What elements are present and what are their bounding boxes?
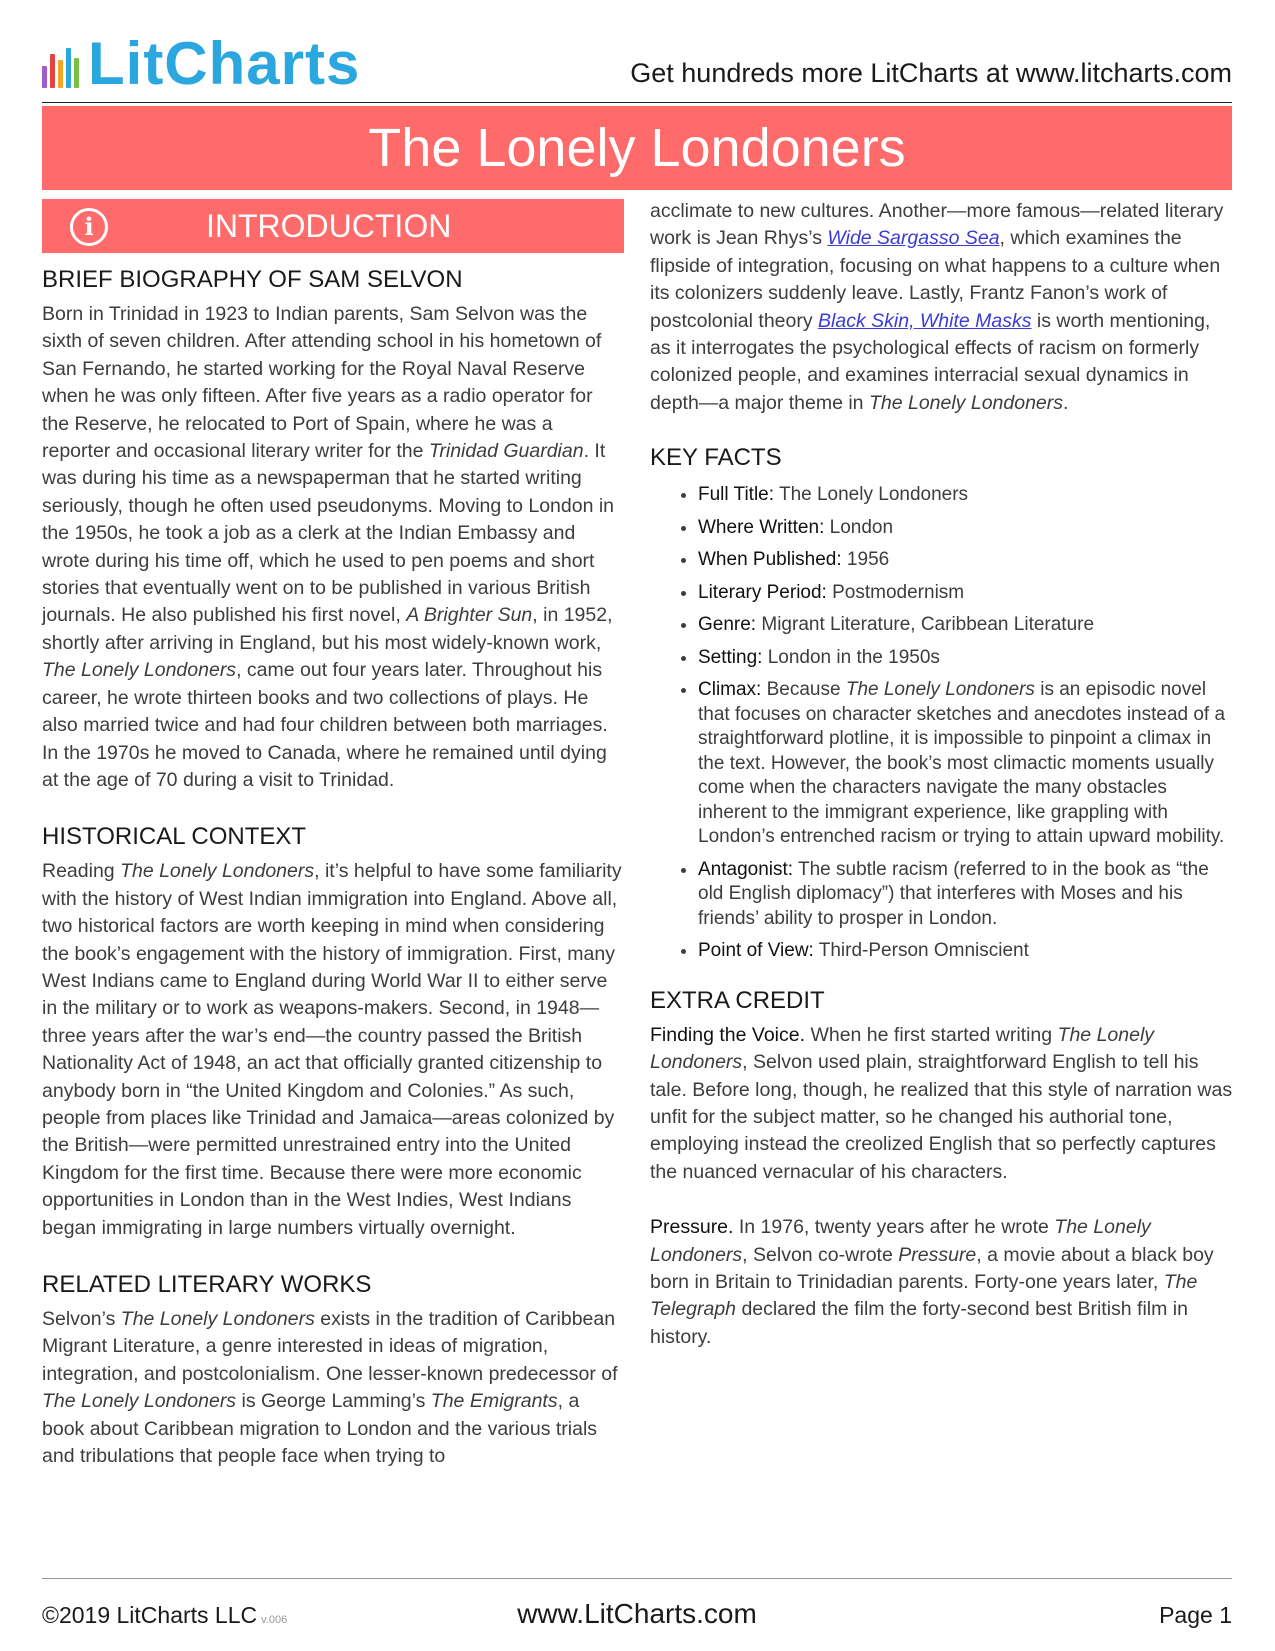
historical-context-heading: HISTORICAL CONTEXT [42,823,307,851]
info-icon: i [70,208,108,246]
key-facts-heading: KEY FACTS [650,444,782,472]
header-tagline[interactable]: Get hundreds more LitCharts at www.litcharts.com [630,58,1232,88]
fact-full-title: • Full Title: The Lonely Londoners [698,483,1235,508]
black-skin-white-masks-link[interactable]: Black Skin, White Masks [818,309,1032,332]
right-column [650,198,1235,1351]
bio-paragraph: Born in Trinidad in 1923 to Indian parents, Sam Selvon was the sixth of seven children. After attending school in his hometown of San Fernando, he started working for the Royal Naval Reserve when he was only fifteen. After five years as a radio operator for the Reserve, he relocated to Port of Spain, where he was a reporter and occasional literary writer for the Trinidad Guardian. It was during his time as a newspaperman that he started writing seriously, though he often used pseudonyms. Moving to London in the 1950s, he took a job as a clerk at the Indian Embassy and wrote during his time off, which he used to pen poems and short stories that eventually went on to be published in various British journals. He also published his first novel, A Brighter Sun, in 1952, shortly after arriving in England, but his most widely-known work, The Lonely Londoners, came out four years later. Throughout his career, he wrote thirteen books and two collections of plays. He also married twice and had four children between both marriages. In the 1970s he moved to Canada, where he remained until dying at the age of 70 during a visit to Trinidad. [42,303,615,791]
header-divider [42,102,1232,103]
fact-genre: • Genre: Migrant Literature, Caribbean Literature [698,613,1235,638]
historical-context-paragraph: Reading The Lonely Londoners, it’s helpful to have some familiarity with the history of West Indian immigration into England. Above all, two historical factors are worth keeping in mind when considering the book’s engagement with the history of immigration. First, many West Indians came to England during World War II to either serve in the military or to work as weapons-makers. Second, in 1948—three years after the war’s end—the country passed the British Nationality Act of 1948, an act that officially granted citizenship to anybody born in “the United Kingdom and Colonies.” As such, people from places like Trinidad and Jamaica—areas colonized by the British—were permitted unrestrained entry into the United Kingdom for the first time. Because there were more economic opportunities in London than in the West Indies, West Indians began immigrating in large numbers virtually overnight. [42,860,622,1239]
litcharts-logo[interactable] [42,30,361,97]
key-facts-list [650,483,1235,964]
fact-where-written: • Where Written: London [698,516,1235,541]
footer-site-link[interactable]: www.LitCharts.com [517,1598,757,1629]
wide-sargasso-sea-link[interactable]: Wide Sargasso Sea [827,227,1000,250]
related-works-paragraph: Selvon’s The Lonely Londoners exists in the tradition of Caribbean Migrant Literature, a genre interested in ideas of migration, integration, and postcolonialism. One lesser-known predecessor of The Lonely Londoners is George Lamming’s The Emigrants, a book about Caribbean migration to London and the various trials and tribulations that people face when trying to [42,1308,618,1468]
footer-divider [42,1578,1232,1579]
extra-credit-pressure: Pressure. In 1976, twenty years after he wrote The Lonely Londoners, Selvon co-wrote Pressure, a movie about a black boy born in Britain to Trinidadian parents. Forty-one years later, The Telegraph declared the film the forty-second best British film in history. [650,1216,1214,1348]
introduction-banner [42,199,624,253]
fact-point-of-view: • Point of View: Third-Person Omniscient [698,939,1235,964]
fact-antagonist: • Antagonist: The subtle racism (referred to in the book as “the old English diplomacy”) that interferes with Moses and his friends’ ability to prosper in London. [698,858,1235,932]
introduction-heading: INTRODUCTION [206,208,452,244]
fact-climax: • Climax: Because The Lonely Londoners is an episodic novel that focuses on character sketches and anecdotes instead of a straightforward plotline, it is impossible to pinpoint a climax in the text. However, the book’s most climactic moments usually come when the characters navigate the many obstacles inherent to the immigrant experience, like grappling with London’s entrenched racism or trying to attain upward mobility. [698,678,1235,850]
extra-credit-voice: Finding the Voice. When he first started writing The Lonely Londoners, Selvon used plain, straightforward English to tell his tale. Before long, though, he realized that this style of narration was unfit for the subject matter, so he changed his authorial tone, employing instead the creolized English that so perfectly captures the nuanced vernacular of his characters. [650,1023,1233,1183]
logo-bars-icon [42,36,82,94]
document-title: The Lonely Londoners [42,106,1232,190]
page-footer [42,1598,1232,1638]
fact-literary-period: • Literary Period: Postmodernism [698,581,1235,606]
bio-heading: BRIEF BIOGRAPHY OF SAM SELVON [42,266,463,293]
copyright: ©2019 LitCharts LLC v.006 [42,1602,288,1628]
page-header [42,30,1232,102]
related-works-heading: RELATED LITERARY WORKS [42,1271,372,1298]
page-number: Page 1 [1159,1602,1232,1628]
logo-text: LitCharts [88,30,361,97]
extra-credit-heading: EXTRA CREDIT [650,986,825,1014]
related-works-continued: acclimate to new cultures. Another—more famous—related literary work is Jean Rhys’s Wide Sargasso Sea, which examines the flipside of integration, focusing on what happens to a culture when its colonizers suddenly leave. Lastly, Frantz Fanon’s work of postcolonial theory Black Skin, White Masks is worth mentioning, as it interrogates the psychological effects of racism on formerly colonized people, and examines interracial sexual dynamics in depth—a major theme in The Lonely Londoners. [650,200,1224,414]
fact-when-published: • When Published: 1956 [698,548,1235,573]
left-column [42,199,624,1470]
version-label: v.006 [261,1614,288,1626]
fact-setting: • Setting: London in the 1950s [698,646,1235,671]
